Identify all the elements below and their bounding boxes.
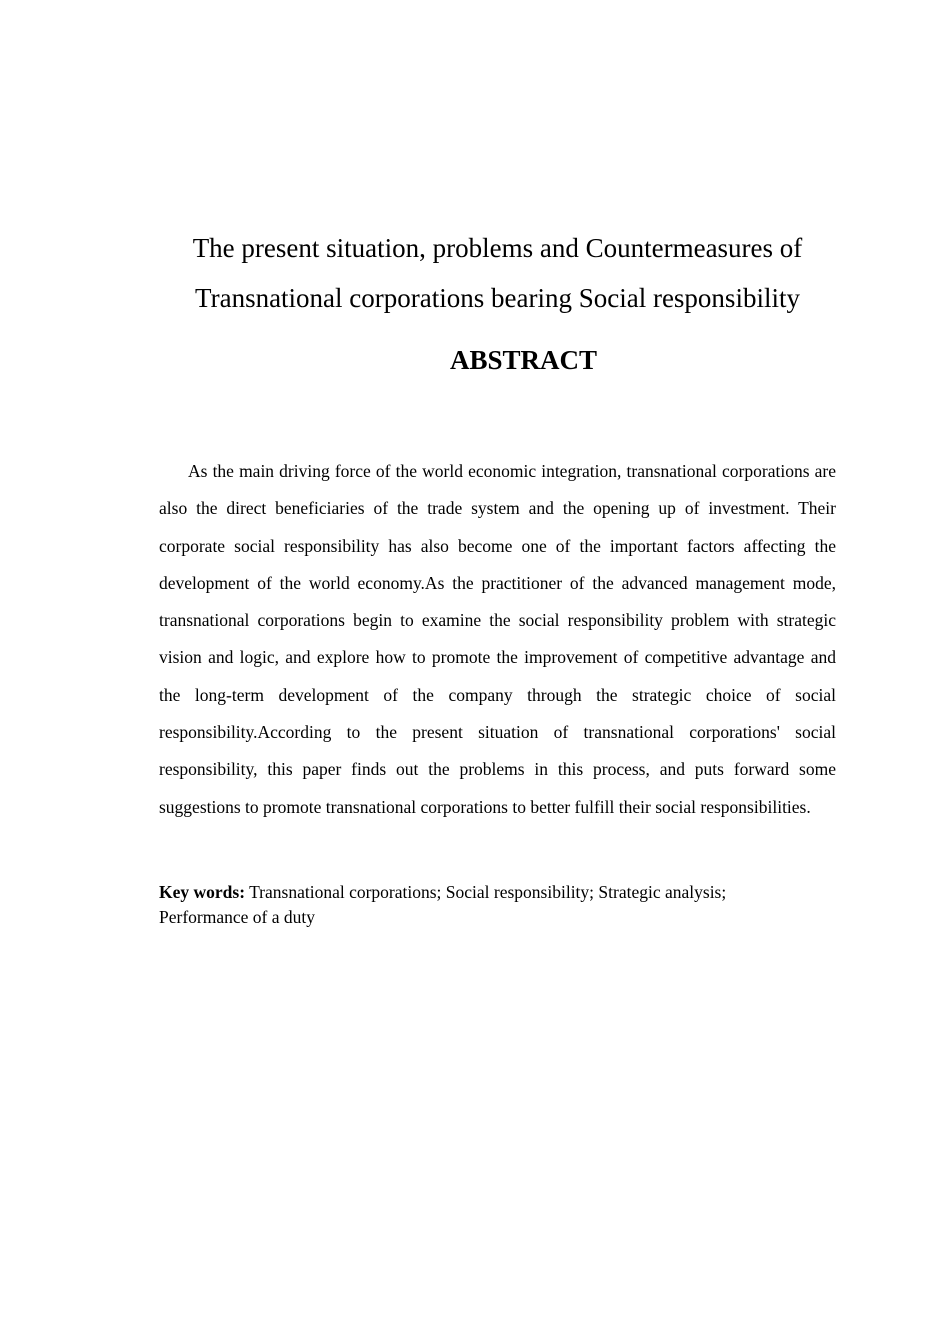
abstract-heading: ABSTRACT xyxy=(450,345,598,375)
abstract-paragraph: As the main driving force of the world economic integration, transnational corporations are also the direct beneficiaries of the trade system and the opening up of investment. Their corporate social responsibility has also become one of the important factors affecting the development of the world economy.As the practitioner of the advanced management mode, transnational corporations begin to examine the social responsibility problem with strategic vision and logic, and explore how to promote the improvement of competitive advantage and the long-term development of the company through the strategic choice of social responsibility.According to the present situation of transnational corporations' social responsibility, this paper finds out the problems in this process, and puts forward some suggestions to promote transnational corporations to better fulfill their social responsibilities. xyxy=(159,461,836,817)
keywords-line-2: Performance of a duty xyxy=(159,907,315,927)
keywords-line-1: Transnational corporations; Social responsibility; Strategic analysis; xyxy=(249,882,727,902)
paper-title-line-1: The present situation, problems and Countermeasures of xyxy=(192,233,803,263)
keywords-section xyxy=(159,880,836,930)
paper-title-line-2: Transnational corporations bearing Social responsibility xyxy=(195,283,800,313)
keywords-label: Key words: xyxy=(159,882,246,902)
paper-title xyxy=(100,223,895,323)
